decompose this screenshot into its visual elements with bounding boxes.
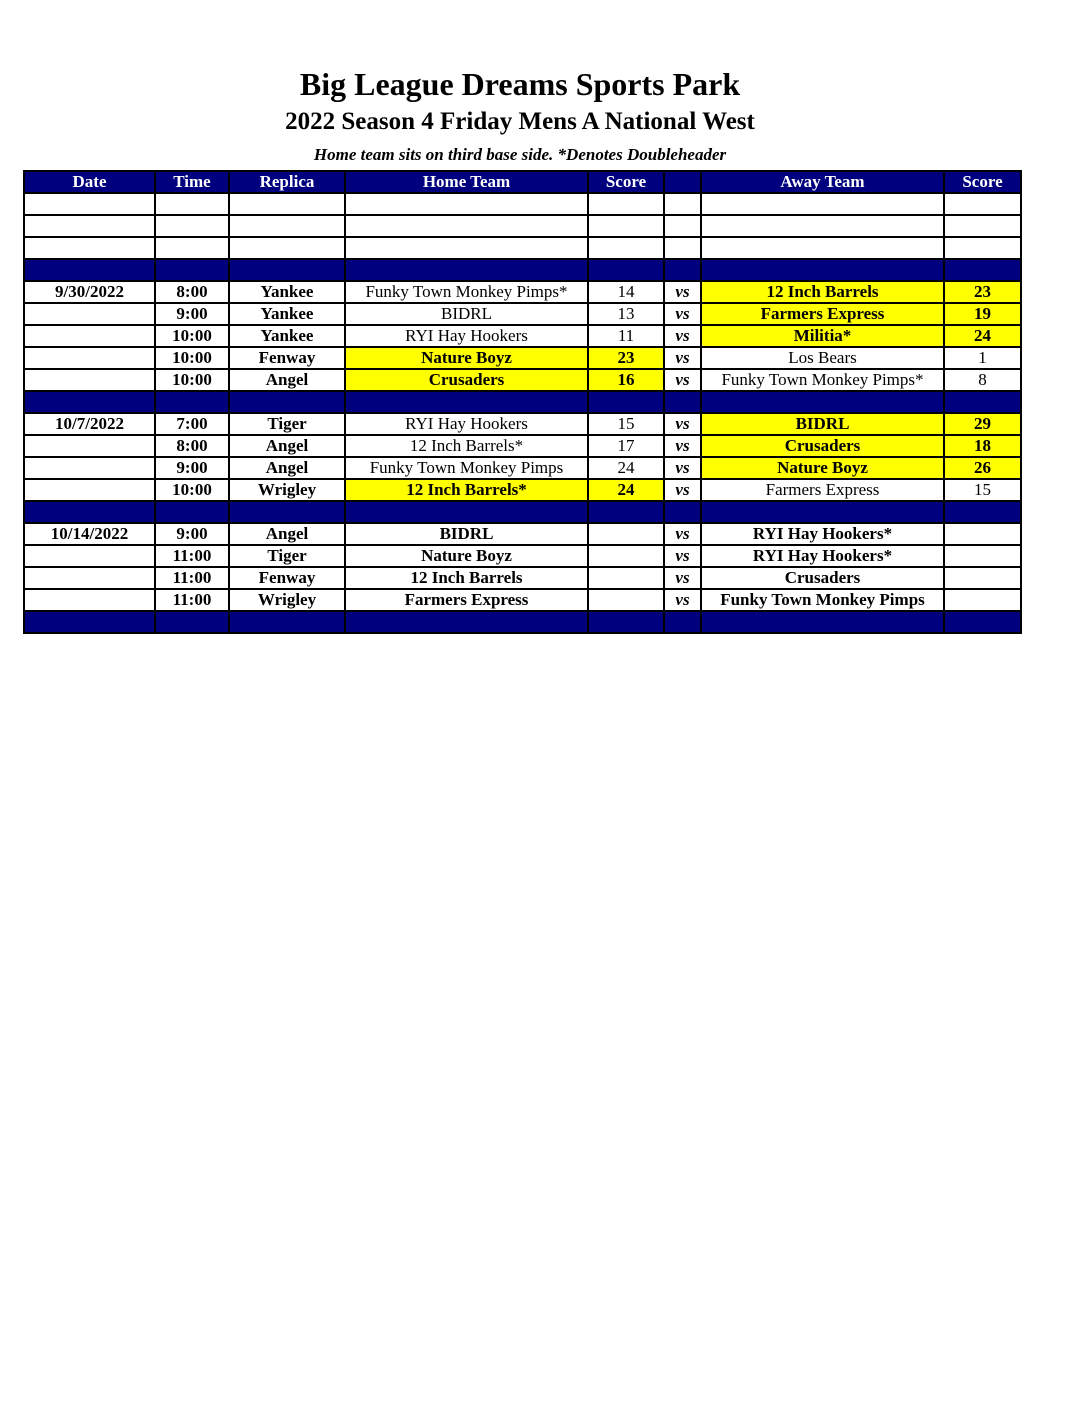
home-score-cell: 24 — [588, 457, 664, 479]
time-cell: 9:00 — [155, 303, 229, 325]
replica-cell: Wrigley — [229, 479, 345, 501]
away-team-cell: RYI Hay Hookers* — [701, 545, 944, 567]
away-score-cell: 23 — [944, 281, 1021, 303]
replica-cell: Yankee — [229, 325, 345, 347]
blank-row — [24, 237, 1021, 259]
table-row — [24, 545, 1021, 567]
time-cell: 9:00 — [155, 457, 229, 479]
time-cell — [155, 193, 229, 215]
col-header-away-score: Score — [944, 171, 1021, 193]
home-score-cell — [588, 215, 664, 237]
away-score-cell: 24 — [944, 325, 1021, 347]
away-score-cell: 18 — [944, 435, 1021, 457]
time-cell: 8:00 — [155, 435, 229, 457]
home-score-cell — [588, 391, 664, 413]
col-header-vs — [664, 171, 701, 193]
page-subtitle: 2022 Season 4 Friday Mens A National West — [285, 108, 755, 135]
replica-cell: Angel — [229, 435, 345, 457]
away-score-cell — [944, 567, 1021, 589]
separator-row — [24, 259, 1021, 281]
away-team-cell — [701, 501, 944, 523]
date-cell — [24, 567, 155, 589]
time-cell: 11:00 — [155, 589, 229, 611]
away-team-cell — [701, 215, 944, 237]
vs-cell — [664, 391, 701, 413]
home-score-cell — [588, 545, 664, 567]
replica-cell: Yankee — [229, 303, 345, 325]
date-cell — [24, 589, 155, 611]
col-header-date: Date — [24, 171, 155, 193]
schedule-note: Home team sits on third base side. *Denotes Doubleheader — [313, 145, 727, 164]
home-score-cell — [588, 567, 664, 589]
col-header-home-score: Score — [588, 171, 664, 193]
replica-cell: Fenway — [229, 347, 345, 369]
vs-cell: vs — [664, 347, 701, 369]
away-team-cell: Los Bears — [701, 347, 944, 369]
away-team-cell — [701, 259, 944, 281]
home-team-cell: Crusaders — [345, 369, 588, 391]
home-team-cell — [345, 391, 588, 413]
time-cell: 10:00 — [155, 479, 229, 501]
away-team-cell: BIDRL — [701, 413, 944, 435]
home-score-cell: 24 — [588, 479, 664, 501]
home-score-cell — [588, 259, 664, 281]
table-row — [24, 435, 1021, 457]
home-team-cell: BIDRL — [345, 303, 588, 325]
home-team-cell: Funky Town Monkey Pimps — [345, 457, 588, 479]
separator-row — [24, 391, 1021, 413]
date-cell — [24, 391, 155, 413]
home-score-cell: 15 — [588, 413, 664, 435]
page-title: Big League Dreams Sports Park — [299, 66, 741, 102]
replica-cell — [229, 259, 345, 281]
time-cell: 8:00 — [155, 281, 229, 303]
date-cell — [24, 237, 155, 259]
time-cell — [155, 215, 229, 237]
vs-cell — [664, 193, 701, 215]
table-row — [24, 369, 1021, 391]
date-cell — [24, 501, 155, 523]
replica-cell — [229, 611, 345, 633]
away-score-cell: 1 — [944, 347, 1021, 369]
time-cell: 10:00 — [155, 325, 229, 347]
away-team-cell — [701, 611, 944, 633]
date-cell — [24, 325, 155, 347]
away-team-cell: Farmers Express — [701, 303, 944, 325]
col-header-home-team: Home Team — [345, 171, 588, 193]
separator-row — [24, 611, 1021, 633]
table-row — [24, 303, 1021, 325]
away-team-cell: Militia* — [701, 325, 944, 347]
date-cell: 10/7/2022 — [24, 413, 155, 435]
home-team-cell — [345, 193, 588, 215]
vs-cell — [664, 215, 701, 237]
replica-cell: Fenway — [229, 567, 345, 589]
time-cell: 10:00 — [155, 369, 229, 391]
col-header-time: Time — [155, 171, 229, 193]
vs-cell — [664, 259, 701, 281]
vs-cell: vs — [664, 435, 701, 457]
home-team-cell — [345, 611, 588, 633]
home-score-cell — [588, 589, 664, 611]
away-score-cell — [944, 501, 1021, 523]
away-score-cell: 29 — [944, 413, 1021, 435]
date-cell — [24, 347, 155, 369]
table-row — [24, 457, 1021, 479]
home-team-cell: 12 Inch Barrels* — [345, 479, 588, 501]
away-score-cell — [944, 391, 1021, 413]
home-score-cell: 11 — [588, 325, 664, 347]
home-score-cell: 14 — [588, 281, 664, 303]
date-cell — [24, 369, 155, 391]
header-row — [24, 171, 1021, 193]
replica-cell: Angel — [229, 369, 345, 391]
table-row — [24, 347, 1021, 369]
away-team-cell — [701, 237, 944, 259]
date-cell — [24, 193, 155, 215]
home-score-cell: 17 — [588, 435, 664, 457]
home-team-cell — [345, 259, 588, 281]
replica-cell — [229, 215, 345, 237]
away-score-cell — [944, 611, 1021, 633]
home-score-cell: 16 — [588, 369, 664, 391]
time-cell: 11:00 — [155, 567, 229, 589]
away-score-cell — [944, 523, 1021, 545]
away-score-cell: 19 — [944, 303, 1021, 325]
away-team-cell — [701, 391, 944, 413]
replica-cell: Yankee — [229, 281, 345, 303]
time-cell: 7:00 — [155, 413, 229, 435]
col-header-replica: Replica — [229, 171, 345, 193]
time-cell — [155, 501, 229, 523]
blank-row — [24, 215, 1021, 237]
table-row — [24, 523, 1021, 545]
away-score-cell — [944, 259, 1021, 281]
away-score-cell — [944, 545, 1021, 567]
away-team-cell: Crusaders — [701, 435, 944, 457]
table-row — [24, 567, 1021, 589]
home-team-cell: Farmers Express — [345, 589, 588, 611]
home-team-cell — [345, 237, 588, 259]
replica-cell — [229, 237, 345, 259]
home-score-cell — [588, 611, 664, 633]
away-team-cell: RYI Hay Hookers* — [701, 523, 944, 545]
replica-cell: Angel — [229, 523, 345, 545]
vs-cell: vs — [664, 457, 701, 479]
vs-cell: vs — [664, 369, 701, 391]
home-team-cell: Nature Boyz — [345, 347, 588, 369]
vs-cell: vs — [664, 303, 701, 325]
home-score-cell — [588, 237, 664, 259]
home-score-cell — [588, 193, 664, 215]
blank-row — [24, 193, 1021, 215]
away-team-cell — [701, 193, 944, 215]
home-score-cell — [588, 523, 664, 545]
vs-cell — [664, 237, 701, 259]
table-row — [24, 325, 1021, 347]
time-cell: 11:00 — [155, 545, 229, 567]
vs-cell: vs — [664, 281, 701, 303]
away-team-cell: Funky Town Monkey Pimps — [701, 589, 944, 611]
vs-cell — [664, 611, 701, 633]
date-cell — [24, 215, 155, 237]
home-score-cell: 23 — [588, 347, 664, 369]
away-team-cell: Farmers Express — [701, 479, 944, 501]
away-team-cell: Crusaders — [701, 567, 944, 589]
date-cell — [24, 611, 155, 633]
vs-cell — [664, 501, 701, 523]
replica-cell: Tiger — [229, 545, 345, 567]
date-cell: 9/30/2022 — [24, 281, 155, 303]
separator-row — [24, 501, 1021, 523]
replica-cell — [229, 501, 345, 523]
away-score-cell — [944, 589, 1021, 611]
home-team-cell: Nature Boyz — [345, 545, 588, 567]
away-team-cell: Nature Boyz — [701, 457, 944, 479]
time-cell — [155, 259, 229, 281]
table-row — [24, 281, 1021, 303]
vs-cell: vs — [664, 479, 701, 501]
away-score-cell: 15 — [944, 479, 1021, 501]
replica-cell — [229, 193, 345, 215]
home-team-cell: RYI Hay Hookers — [345, 325, 588, 347]
date-cell: 10/14/2022 — [24, 523, 155, 545]
vs-cell: vs — [664, 545, 701, 567]
away-team-cell: Funky Town Monkey Pimps* — [701, 369, 944, 391]
vs-cell: vs — [664, 567, 701, 589]
away-score-cell — [944, 215, 1021, 237]
vs-cell: vs — [664, 413, 701, 435]
table-row — [24, 589, 1021, 611]
home-score-cell — [588, 501, 664, 523]
time-cell — [155, 237, 229, 259]
replica-cell: Angel — [229, 457, 345, 479]
home-team-cell: 12 Inch Barrels — [345, 567, 588, 589]
date-cell — [24, 457, 155, 479]
away-score-cell: 26 — [944, 457, 1021, 479]
time-cell: 9:00 — [155, 523, 229, 545]
schedule-table — [23, 170, 1022, 634]
home-team-cell — [345, 501, 588, 523]
home-team-cell: Funky Town Monkey Pimps* — [345, 281, 588, 303]
vs-cell: vs — [664, 523, 701, 545]
home-team-cell: BIDRL — [345, 523, 588, 545]
vs-cell: vs — [664, 325, 701, 347]
time-cell: 10:00 — [155, 347, 229, 369]
away-score-cell: 8 — [944, 369, 1021, 391]
replica-cell: Wrigley — [229, 589, 345, 611]
date-cell — [24, 303, 155, 325]
date-cell — [24, 545, 155, 567]
replica-cell: Tiger — [229, 413, 345, 435]
time-cell — [155, 391, 229, 413]
table-row — [24, 479, 1021, 501]
schedule-body — [24, 193, 1021, 633]
home-score-cell: 13 — [588, 303, 664, 325]
vs-cell: vs — [664, 589, 701, 611]
home-team-cell: RYI Hay Hookers — [345, 413, 588, 435]
away-score-cell — [944, 237, 1021, 259]
date-cell — [24, 259, 155, 281]
date-cell — [24, 479, 155, 501]
replica-cell — [229, 391, 345, 413]
table-row — [24, 413, 1021, 435]
time-cell — [155, 611, 229, 633]
home-team-cell: 12 Inch Barrels* — [345, 435, 588, 457]
col-header-away-team: Away Team — [701, 171, 944, 193]
away-team-cell: 12 Inch Barrels — [701, 281, 944, 303]
date-cell — [24, 435, 155, 457]
away-score-cell — [944, 193, 1021, 215]
home-team-cell — [345, 215, 588, 237]
